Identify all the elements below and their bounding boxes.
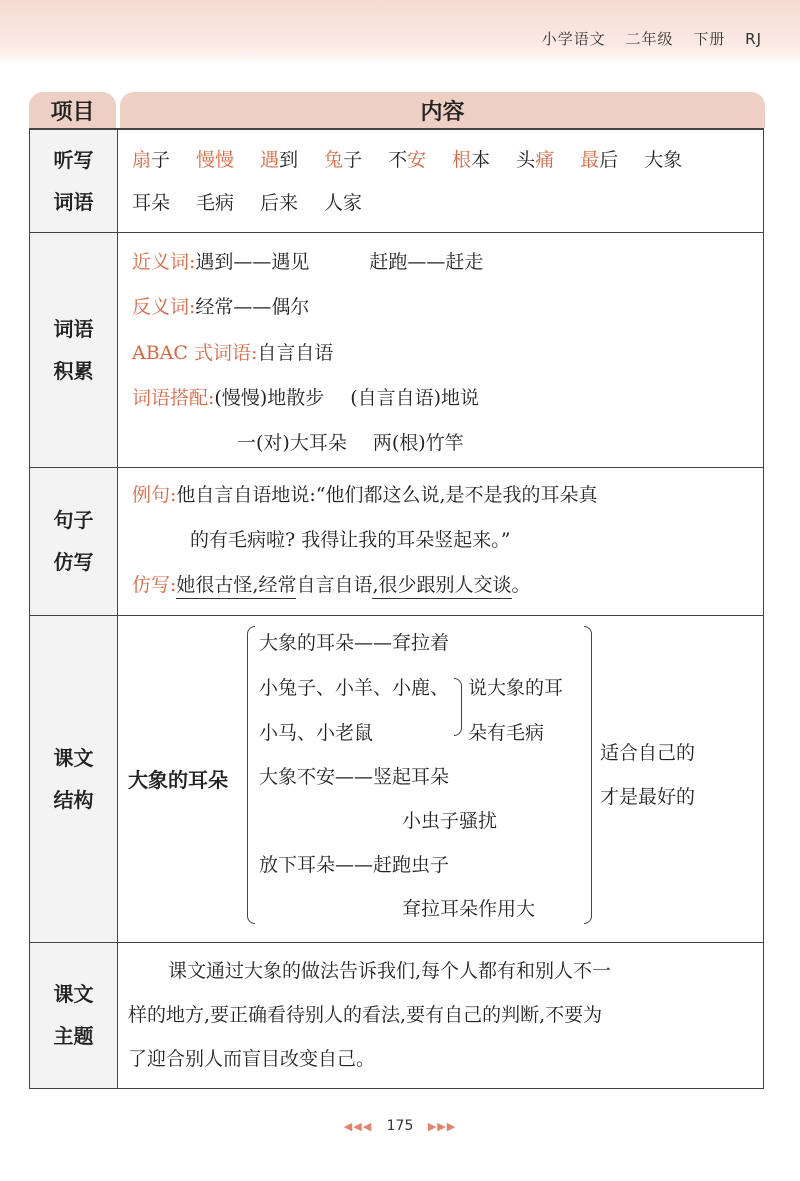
imitate-part: 。	[511, 574, 531, 596]
example-line1	[132, 480, 598, 507]
dictation-char: 后	[599, 149, 619, 171]
dictation-char: 遇	[260, 149, 280, 171]
header-edition: RJ	[745, 30, 762, 48]
structure-branch: 朵有毛病	[468, 722, 545, 744]
label-line: 课文	[53, 982, 94, 1006]
header-content: 内容	[120, 92, 765, 128]
dictation-char: 痛	[535, 149, 555, 171]
row-label-sentence	[30, 467, 117, 615]
dictation-word	[452, 149, 490, 171]
example-text: 的有毛病啦? 我得让我的耳朵竖起来。”	[190, 529, 511, 551]
inner-bracket	[454, 678, 462, 736]
collocation: 一(对)大耳朵	[237, 432, 347, 454]
row-divider	[30, 942, 763, 943]
abac-word: 自言自语	[257, 342, 334, 364]
dictation-char: 子	[151, 149, 171, 171]
structure-branch: 说大象的耳	[468, 677, 564, 699]
dictation-char: 最	[580, 149, 600, 171]
label-line: 句子	[53, 508, 94, 532]
collocation: 两(根)竹竿	[372, 432, 464, 454]
collocation: (慢慢)地散步	[214, 387, 325, 409]
dictation-char: 到	[279, 149, 299, 171]
structure-conclusion: 适合自己的	[600, 742, 696, 764]
label-line: 仿写	[53, 550, 94, 574]
example-text: 他自言自语地说:“他们都这么说,是不是我的耳朵真	[176, 484, 598, 506]
header-grade: 二年级	[625, 30, 674, 48]
collocation: (自言自语)地说	[350, 387, 480, 409]
lesson-summary-table	[29, 92, 765, 1088]
dictation-char: 扇	[132, 149, 152, 171]
synonym-pair: 赶跑——赶走	[369, 251, 484, 273]
dictation-word	[388, 149, 426, 171]
dictation-words-line1	[132, 145, 708, 172]
dictation-char: 本	[471, 149, 491, 171]
row-label-structure	[30, 615, 117, 942]
label-line: 主题	[53, 1024, 94, 1048]
dictation-word	[260, 149, 298, 171]
label-line: 词语	[53, 316, 94, 341]
structure-branch: 小马、小老鼠	[259, 722, 374, 744]
prev-arrows-icon: ◀◀◀	[343, 1120, 373, 1133]
label-line: 课文	[53, 745, 94, 770]
theme-text-line: 了迎合别人而盲目改变自己。	[128, 1048, 376, 1070]
row-divider	[30, 615, 763, 616]
dictation-char: 根	[452, 149, 472, 171]
row-label-theme	[30, 942, 117, 1088]
page-number: 175	[386, 1118, 414, 1134]
structure-branch: 大象的耳朵——耷拉着	[259, 632, 450, 654]
example-line2	[190, 525, 510, 552]
structure-title: 大象的耳朵	[128, 768, 228, 792]
header-subject: 小学语文	[541, 30, 606, 48]
synonyms-line	[132, 247, 483, 274]
dictation-word	[644, 149, 682, 171]
dictation-word: 人家	[324, 192, 363, 214]
dictation-char: 头	[516, 149, 536, 171]
example-label: 例句:	[132, 484, 177, 506]
abac-line	[132, 338, 333, 365]
imitate-label: 仿写:	[132, 574, 177, 596]
label-line: 听写	[53, 148, 94, 172]
row-divider	[30, 232, 763, 233]
book-header	[528, 28, 762, 49]
dictation-word	[132, 149, 170, 171]
dictation-word	[324, 149, 362, 171]
collocation-line2	[237, 428, 464, 455]
main-bracket	[247, 626, 255, 924]
structure-branch: 耷拉耳朵作用大	[402, 898, 536, 920]
imitate-part: 自言自语	[296, 574, 373, 596]
synonyms-label: 近义词:	[132, 251, 196, 273]
label-line: 词语	[53, 190, 94, 214]
imitate-line	[132, 570, 531, 597]
row-divider	[30, 467, 763, 468]
dictation-word: 耳朵	[132, 192, 171, 214]
dictation-char: 安	[407, 149, 427, 171]
theme-text-line: 样的地方,要正确看待别人的看法,要有自己的判断,不要为	[128, 1004, 603, 1026]
outer-bracket	[584, 626, 592, 924]
dictation-word: 后来	[260, 192, 299, 214]
label-line: 结构	[53, 787, 94, 812]
dictation-char: 大象	[644, 149, 683, 171]
imitate-part: 她很古怪,经常	[176, 574, 296, 599]
dictation-char: 慢慢	[196, 149, 235, 171]
dictation-word	[580, 149, 618, 171]
antonym-pair: 经常——偶尔	[195, 296, 310, 318]
dictation-char: 兔	[324, 149, 344, 171]
next-arrows-icon: ▶▶▶	[427, 1120, 457, 1133]
table-grid	[29, 128, 764, 1089]
structure-branch: 放下耳朵——赶跑虫子	[259, 854, 450, 876]
dictation-char: 不	[388, 149, 408, 171]
theme-text-line: 课文通过大象的做法告诉我们,每个人都有和别人不一	[168, 960, 612, 982]
dictation-words-line2	[132, 188, 388, 215]
antonyms-label: 反义词:	[132, 296, 196, 318]
dictation-char: 子	[343, 149, 363, 171]
dictation-word	[196, 149, 234, 171]
row-label-vocab	[30, 232, 117, 467]
header-volume: 下册	[693, 30, 726, 48]
imitate-part: ,很少跟别人交谈	[372, 574, 511, 599]
header-item: 项目	[29, 92, 116, 128]
abac-label: ABAC 式词语:	[132, 342, 258, 364]
structure-branch: 小兔子、小羊、小鹿、	[259, 677, 450, 699]
row-label-dictation	[30, 130, 117, 232]
structure-branch: 大象不安——竖起耳朵	[259, 766, 450, 788]
dictation-word	[516, 149, 554, 171]
page-footer	[0, 1118, 800, 1134]
collocation-line1	[132, 383, 479, 410]
collocation-label: 词语搭配:	[132, 387, 215, 409]
dictation-word: 毛病	[196, 192, 235, 214]
structure-conclusion: 才是最好的	[600, 786, 696, 808]
antonyms-line	[132, 292, 309, 319]
structure-branch: 小虫子骚扰	[402, 810, 498, 832]
synonym-pair: 遇到——遇见	[195, 251, 310, 273]
label-line: 积累	[53, 358, 94, 383]
